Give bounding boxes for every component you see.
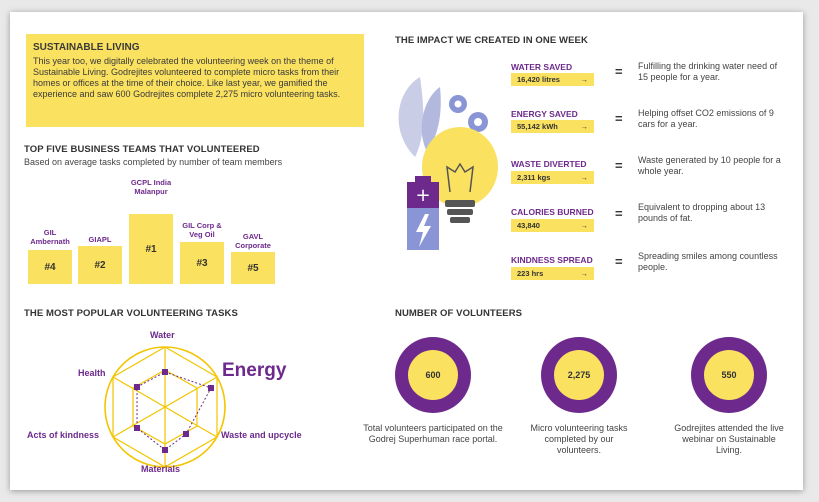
impact-value-energy <box>511 120 594 133</box>
arrow-right-icon: → <box>580 173 588 182</box>
impact-label-energy: ENERGY SAVED <box>511 109 578 119</box>
bar-label: GIL Ambernath <box>30 228 70 246</box>
arrow-right-icon: → <box>580 269 588 278</box>
volunteer-stat-desc: Total volunteers participated on the Godrej Superhuman race portal. <box>363 423 503 444</box>
bar-rank: #1 <box>129 214 173 284</box>
teams-bar-chart <box>28 172 288 284</box>
radar-svg <box>100 342 230 472</box>
equals-sign: = <box>615 111 623 126</box>
impact-value-text: 43,840 <box>517 221 540 230</box>
bar-rank: #5 <box>231 252 275 284</box>
bar-label: GAVL Corporate <box>235 232 271 250</box>
svg-text:+: + <box>415 185 431 206</box>
impact-label-waste: WASTE DIVERTED <box>511 159 587 169</box>
volunteer-stat-value: 550 <box>704 350 754 400</box>
impact-label-water: WATER SAVED <box>511 62 573 72</box>
equals-sign: = <box>615 254 623 269</box>
lightbulb-illustration <box>385 72 505 252</box>
arrow-right-icon: → <box>580 122 588 131</box>
equals-sign: = <box>615 64 623 79</box>
teams-subtitle: Based on average tasks completed by number of team members <box>24 157 283 167</box>
radar-label-waste: Waste and upcycle <box>221 430 302 440</box>
impact-value-calories <box>511 219 594 232</box>
impact-value-text: 55,142 kWh <box>517 122 558 131</box>
impact-value-waste <box>511 171 594 184</box>
intro-body: This year too, we digitally celebrated the volunteering week on the theme of Sustainable Living. Godrejites volunteered to complete micro tasks from their homes or offices at the time of their choice. Like last year, we gamified the experience and saw 600 Godrejites complete 2,275 micro volunteering tasks. <box>33 56 341 99</box>
radar-label-water: Water <box>150 330 175 340</box>
bar-label: GIAPL <box>88 235 112 244</box>
volunteer-stat-desc: Micro volunteering tasks completed by our volunteers. <box>530 423 628 455</box>
volunteer-stat-value: 600 <box>408 350 458 400</box>
impact-value-text: 2,311 kgs <box>517 173 551 182</box>
impact-value-text: 223 hrs <box>517 269 544 278</box>
bar-label: GCPL India Malanpur <box>130 178 172 196</box>
bar-rank: #2 <box>78 246 122 284</box>
arrow-right-icon: → <box>580 221 588 230</box>
equals-sign: = <box>615 206 623 221</box>
intro-box <box>26 34 364 127</box>
impact-value-kindness <box>511 267 594 280</box>
radar-label-materials: Materials <box>141 464 181 474</box>
tasks-radar-chart <box>100 342 230 472</box>
bar-label: GIL Corp & Veg Oil <box>182 221 222 239</box>
intro-title: SUSTAINABLE LIVING <box>33 42 140 53</box>
impact-title: THE IMPACT WE CREATED IN ONE WEEK <box>395 35 588 46</box>
lightbulb-icon <box>385 72 505 252</box>
volunteers-title: NUMBER OF VOLUNTEERS <box>395 308 523 319</box>
radar-label-kindness: Acts of kindness <box>27 430 100 440</box>
volunteer-stat-circle <box>395 337 471 413</box>
volunteer-stat-circle <box>541 337 617 413</box>
arrow-right-icon: → <box>580 75 588 84</box>
impact-value-text: 16,420 litres <box>517 75 560 84</box>
volunteer-stat-desc: Godrejites attended the live webinar on Sustainable Living. <box>674 423 784 455</box>
impact-label-calories: CALORIES BURNED <box>511 207 594 217</box>
teams-title: TOP FIVE BUSINESS TEAMS THAT VOLUNTEERED <box>24 144 260 155</box>
impact-value-water <box>511 73 594 86</box>
impact-label-kindness: KINDNESS SPREAD <box>511 255 593 265</box>
bar-rank: #3 <box>180 242 224 284</box>
impact-desc-kindness: Spreading smiles among countless people. <box>638 251 778 272</box>
equals-sign: = <box>615 158 623 173</box>
impact-desc-calories: Equivalent to dropping about 13 pounds of fat. <box>638 202 766 223</box>
impact-desc-water: Fulfilling the drinking water need of 15 people for a year. <box>638 61 778 82</box>
bar-rank: #4 <box>28 250 72 284</box>
tasks-title: THE MOST POPULAR VOLUNTEERING TASKS <box>24 308 238 319</box>
volunteer-stat-circle <box>691 337 767 413</box>
impact-desc-waste: Waste generated by 10 people for a whole year. <box>638 155 781 176</box>
radar-label-health: Health <box>78 368 106 378</box>
impact-desc-energy: Helping offset CO2 emissions of 9 cars for a year. <box>638 108 774 129</box>
volunteer-stat-value: 2,275 <box>554 350 604 400</box>
radar-label-energy: Energy <box>222 360 287 381</box>
infographic-page <box>10 12 803 490</box>
